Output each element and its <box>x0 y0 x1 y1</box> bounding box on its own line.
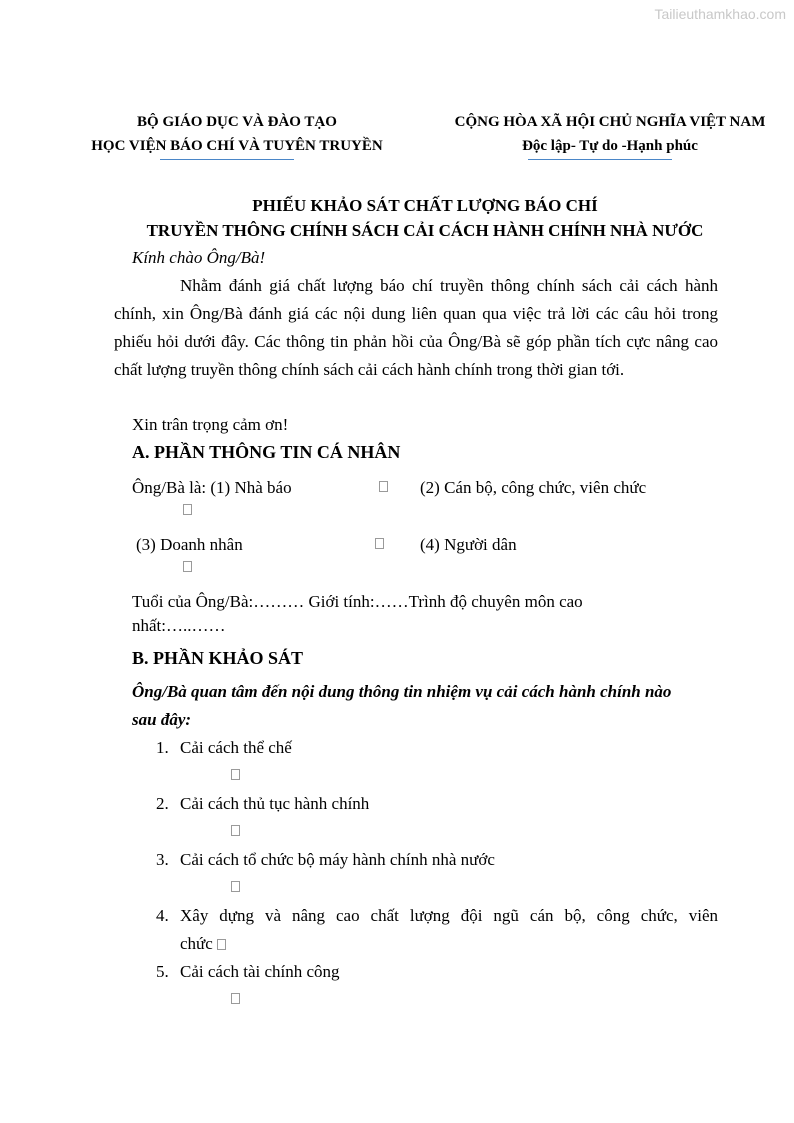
question-line2: sau đây: <box>132 710 192 729</box>
survey-title-line2: TRUYỀN THÔNG CHÍNH SÁCH CẢI CÁCH HÀNH CHÍNH NHÀ NƯỚC <box>146 221 704 240</box>
checkbox-civil-servant[interactable] <box>183 504 192 515</box>
right-header-underline <box>528 159 672 160</box>
item-number: 5. <box>156 962 169 981</box>
section-a-heading: A. PHẦN THÔNG TIN CÁ NHÂN <box>132 442 401 462</box>
intro-text: Nhằm đánh giá chất lượng báo chí truyền thông chính sách cải cách hành chính, xin Ông/Bà đánh giá các nội dung liên quan qua việc trả lời các câu hỏi trong phiếu hỏi dưới đây. Các thông tin phản hồi của Ông/Bà sẽ góp phần tích cực nâng cao chất lượng truyền thông chính sách cải cách hành chính trong thời gian tới. <box>114 276 718 379</box>
option-journalist-label: Ông/Bà là: (1) Nhà báo <box>132 478 292 497</box>
checkbox-journalist[interactable] <box>379 481 388 492</box>
item-label: Cải cách thể chế <box>180 738 292 757</box>
watermark: Tailieuthamkhao.com <box>654 6 786 22</box>
item-label-continued <box>180 934 226 954</box>
item-number: 3. <box>156 850 169 869</box>
left-header-underline <box>160 159 294 160</box>
option-citizen-label: (4) Người dân <box>420 535 517 554</box>
checkbox-item-3[interactable] <box>231 881 240 892</box>
item-number: 2. <box>156 794 169 813</box>
ministry-name: BỘ GIÁO DỤC VÀ ĐÀO TẠO <box>137 114 337 130</box>
item-label-cont-text: chức <box>180 934 213 953</box>
checkbox-citizen[interactable] <box>183 561 192 572</box>
checkbox-item-5[interactable] <box>231 993 240 1004</box>
checkbox-item-2[interactable] <box>231 825 240 836</box>
option-businessman-label: (3) Doanh nhân <box>136 535 243 554</box>
nation-motto: Độc lập- Tự do -Hạnh phúc <box>522 138 698 154</box>
item-label: Cải cách tài chính công <box>180 962 340 981</box>
intro-paragraph <box>114 272 718 384</box>
thanks-text: Xin trân trọng cảm ơn! <box>132 415 289 434</box>
academy-name: HỌC VIỆN BÁO CHÍ VÀ TUYÊN TRUYỀN <box>91 138 383 154</box>
question-line1: Ông/Bà quan tâm đến nội dung thông tin nhiệm vụ cải cách hành chính nào <box>132 682 672 701</box>
item-label: Xây dựng và nâng cao chất lượng đội ngũ cán bộ, công chức, viên <box>180 906 718 925</box>
section-b-heading: B. PHẦN KHẢO SÁT <box>132 648 304 668</box>
personal-info-line2: nhất:…..…… <box>132 616 226 635</box>
checkbox-item-4[interactable] <box>217 939 226 950</box>
item-label: Cải cách thủ tục hành chính <box>180 794 370 813</box>
greeting: Kính chào Ông/Bà! <box>132 248 266 267</box>
nation-name: CỘNG HÒA XÃ HỘI CHỦ NGHĨA VIỆT NAM <box>454 114 766 130</box>
option-civil-servant-label: (2) Cán bộ, công chức, viên chức <box>420 478 647 497</box>
item-label: Cải cách tổ chức bộ máy hành chính nhà nước <box>180 850 495 869</box>
checkbox-businessman[interactable] <box>375 538 384 549</box>
checkbox-item-1[interactable] <box>231 769 240 780</box>
item-number: 1. <box>156 738 169 757</box>
survey-title-line1: PHIẾU KHẢO SÁT CHẤT LƯỢNG BÁO CHÍ <box>252 196 598 215</box>
item-number: 4. <box>156 906 169 925</box>
personal-info-line1: Tuổi của Ông/Bà:……… Giới tính:……Trình độ chuyên môn cao <box>132 592 583 611</box>
